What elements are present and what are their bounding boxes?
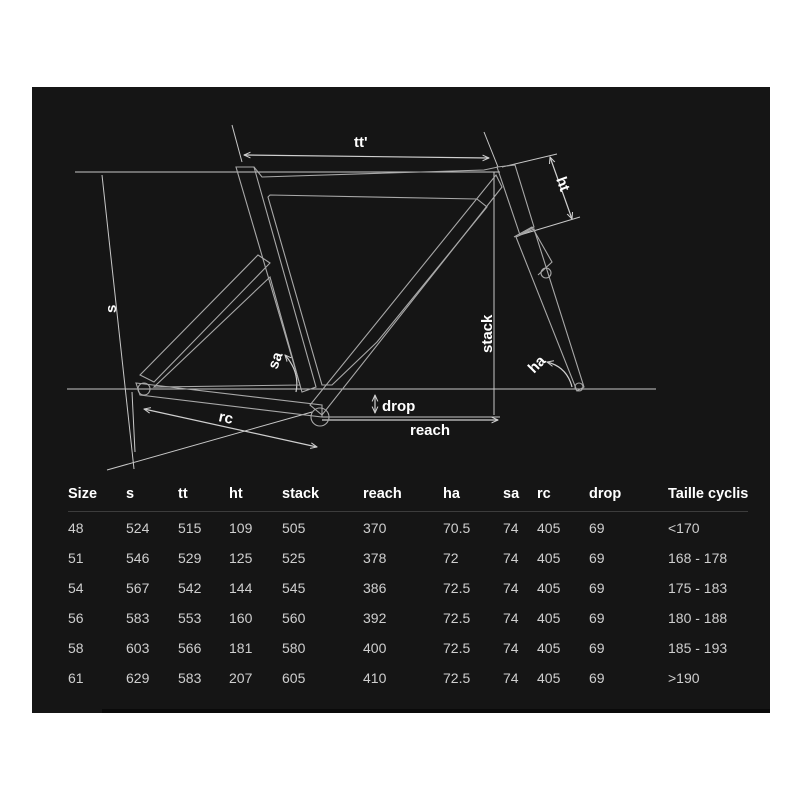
- table-cell: 405: [537, 670, 561, 686]
- table-cell: 168 - 178: [668, 550, 728, 566]
- table-cell: 605: [282, 670, 306, 686]
- table-cell: 405: [537, 580, 561, 596]
- table-cell: 583: [126, 610, 150, 626]
- table-cell: 181: [229, 640, 253, 656]
- table-body: [68, 512, 748, 694]
- table-cell: 525: [282, 550, 306, 566]
- table-cell: 410: [363, 670, 387, 686]
- table-cell: 566: [178, 640, 202, 656]
- table-cell: 524: [126, 520, 150, 536]
- table-cell: 405: [537, 640, 561, 656]
- table-cell: 405: [537, 550, 561, 566]
- label-stack: stack: [479, 314, 496, 353]
- table-cell: 370: [363, 520, 387, 536]
- table-cell: 74: [503, 640, 519, 656]
- head-tube-extension: [484, 132, 498, 167]
- table-cell: 69: [589, 550, 605, 566]
- label-reach: reach: [410, 422, 451, 439]
- table-row: [68, 543, 748, 573]
- table-cell: 125: [229, 550, 253, 566]
- table-cell: 629: [126, 670, 150, 686]
- table-cell: 583: [178, 670, 202, 686]
- table-cell: 560: [282, 610, 306, 626]
- label-tt: tt': [354, 134, 368, 151]
- table-cell: 545: [282, 580, 306, 596]
- table-cell: 180 - 188: [668, 610, 728, 626]
- tt-arrow: [244, 155, 489, 158]
- table-cell: 56: [68, 610, 84, 626]
- table-row: [68, 573, 748, 603]
- column-header: sa: [503, 477, 537, 512]
- sa-arc: [285, 355, 297, 392]
- panel-bottom-edge: [102, 709, 770, 713]
- rc-leader-1: [132, 392, 135, 452]
- table-cell: 567: [126, 580, 150, 596]
- column-header: rc: [537, 477, 589, 512]
- table-cell: <170: [668, 520, 700, 536]
- label-drop: drop: [382, 398, 416, 415]
- table-cell: 69: [589, 520, 605, 536]
- table-cell: 72.5: [443, 610, 471, 626]
- s-leader-line: [102, 175, 134, 469]
- column-header: ha: [443, 477, 503, 512]
- table-cell: 58: [68, 640, 84, 656]
- column-header: s: [126, 477, 178, 512]
- geometry-table: [68, 477, 748, 693]
- table-cell: 175 - 183: [668, 580, 728, 596]
- table-cell: 207: [229, 670, 253, 686]
- table-cell: 61: [68, 670, 84, 686]
- column-header: Taille cyclis: [668, 477, 748, 512]
- label-rc: rc: [217, 408, 235, 428]
- table-cell: 72.5: [443, 670, 471, 686]
- table-cell: 580: [282, 640, 306, 656]
- ha-arc: [547, 362, 572, 387]
- table-cell: 160: [229, 610, 253, 626]
- table-cell: 400: [363, 640, 387, 656]
- table-cell: 405: [537, 610, 561, 626]
- table-cell: 546: [126, 550, 150, 566]
- table-cell: 386: [363, 580, 387, 596]
- table-cell: 74: [503, 580, 519, 596]
- table-cell: 74: [503, 550, 519, 566]
- table-cell: 553: [178, 610, 202, 626]
- table-cell: 72.5: [443, 640, 471, 656]
- table-cell: 72.5: [443, 580, 471, 596]
- table-cell: 542: [178, 580, 202, 596]
- head-tube: [497, 165, 534, 235]
- ht-line-2: [520, 217, 580, 235]
- label-s: s: [103, 304, 120, 313]
- table-cell: 74: [503, 520, 519, 536]
- table-row: [68, 603, 748, 633]
- table-cell: 405: [537, 520, 561, 536]
- table-cell: 603: [126, 640, 150, 656]
- s-bottom-line: [107, 412, 312, 470]
- seat-tube-extension: [232, 125, 242, 162]
- table-cell: 69: [589, 580, 605, 596]
- table-cell: 529: [178, 550, 202, 566]
- frame-geometry-diagram: [32, 87, 770, 477]
- table-cell: 109: [229, 520, 253, 536]
- table-cell: 505: [282, 520, 306, 536]
- column-header: stack: [282, 477, 363, 512]
- table-cell: 378: [363, 550, 387, 566]
- table-row: [68, 663, 748, 693]
- table-cell: 48: [68, 520, 84, 536]
- table-cell: 144: [229, 580, 253, 596]
- label-ht: ht: [552, 174, 574, 194]
- table-cell: 54: [68, 580, 84, 596]
- table-header-row: [68, 477, 748, 512]
- column-header: Size: [68, 477, 126, 512]
- table-cell: 69: [589, 610, 605, 626]
- table-cell: 72: [443, 550, 459, 566]
- bike-frame: [136, 165, 584, 426]
- table-cell: 70.5: [443, 520, 471, 536]
- table-cell: 74: [503, 670, 519, 686]
- table-cell: 51: [68, 550, 84, 566]
- table-cell: 69: [589, 670, 605, 686]
- table-cell: 392: [363, 610, 387, 626]
- geometry-panel: [32, 87, 770, 713]
- front-triangle-inner: [268, 195, 487, 385]
- seat-stay: [140, 255, 270, 382]
- fork-mount: [541, 268, 551, 278]
- table-cell: 74: [503, 610, 519, 626]
- table-cell: >190: [668, 670, 700, 686]
- label-ha: ha: [524, 352, 550, 377]
- column-header: drop: [589, 477, 668, 512]
- column-header: reach: [363, 477, 443, 512]
- table-row: [68, 633, 748, 663]
- table-cell: 515: [178, 520, 202, 536]
- table-row: [68, 512, 748, 544]
- table-cell: 185 - 193: [668, 640, 728, 656]
- table-cell: 69: [589, 640, 605, 656]
- column-header: tt: [178, 477, 229, 512]
- column-header: ht: [229, 477, 282, 512]
- label-sa: sa: [264, 349, 287, 372]
